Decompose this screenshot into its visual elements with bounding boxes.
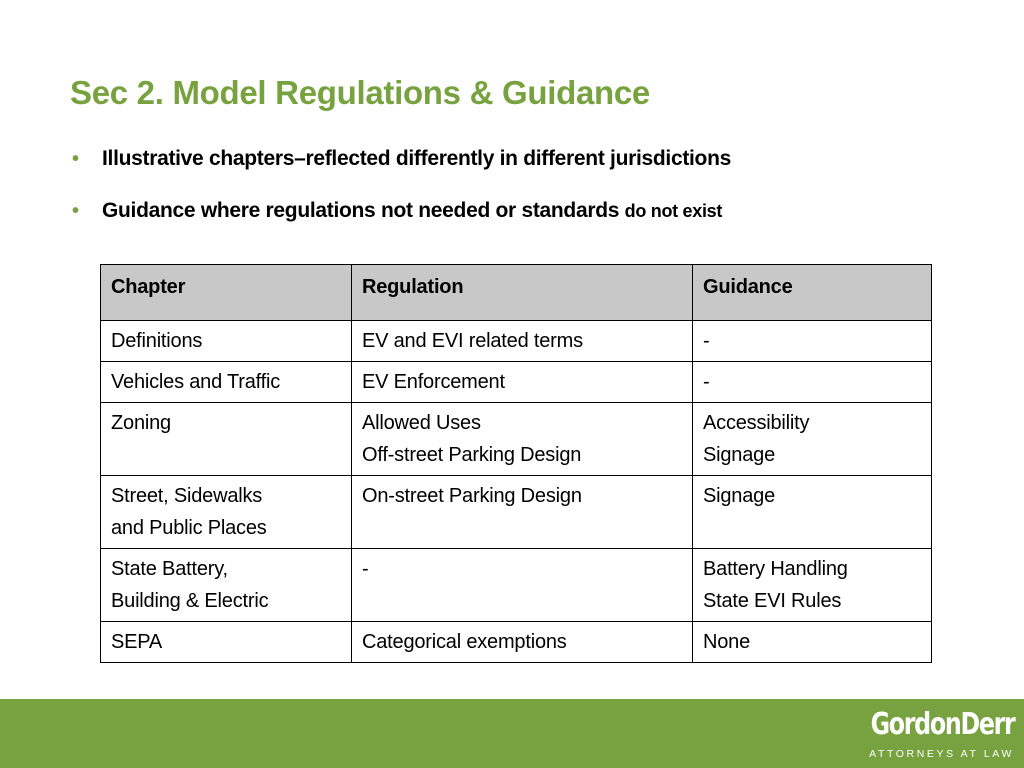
bullet-list	[72, 146, 731, 224]
cell-line: SEPA	[111, 631, 163, 653]
cell-line: Building & Electric	[111, 590, 269, 612]
cell-guidance	[693, 362, 932, 403]
cell-line: State EVI Rules	[703, 590, 842, 612]
table-body	[101, 321, 932, 663]
cell-line: On-street Parking Design	[362, 485, 582, 507]
cell-regulation	[352, 321, 693, 362]
cell-chapter	[101, 622, 352, 663]
cell-chapter	[101, 362, 352, 403]
cell-chapter	[101, 476, 352, 549]
cell-chapter	[101, 403, 352, 476]
table-header-row	[101, 265, 932, 321]
cell-line: None	[703, 631, 751, 653]
chapters-table	[100, 264, 932, 663]
cell-line: and Public Places	[111, 517, 267, 539]
table-row	[101, 476, 932, 549]
cell-line: Signage	[703, 485, 775, 507]
table-row	[101, 362, 932, 403]
cell-line: EV and EVI related terms	[362, 330, 583, 352]
cell-guidance	[693, 622, 932, 663]
bullet-dot-icon: •	[72, 200, 79, 222]
cell-line: Allowed Uses	[362, 412, 481, 434]
cell-line: Signage	[703, 444, 775, 466]
table-row	[101, 549, 932, 622]
cell-chapter	[101, 549, 352, 622]
logo-tagline: ATTORNEYS AT LAW	[869, 748, 1014, 760]
cell-line: EV Enforcement	[362, 371, 505, 393]
cell-regulation	[352, 622, 693, 663]
bullet-text: Guidance where regulations not needed or standards	[102, 199, 625, 222]
table-row	[101, 321, 932, 362]
cell-guidance	[693, 476, 932, 549]
table-row	[101, 622, 932, 663]
cell-line: Battery Handling	[703, 558, 848, 580]
cell-line: Categorical exemptions	[362, 631, 567, 653]
logo-name: GordonDerr	[870, 707, 1014, 742]
bullet-item	[72, 198, 731, 224]
slide-title: Sec 2. Model Regulations & Guidance	[70, 74, 650, 111]
cell-regulation	[352, 403, 693, 476]
header-chapter: Chapter	[101, 265, 352, 321]
cell-chapter	[101, 321, 352, 362]
header-guidance: Guidance	[693, 265, 932, 321]
bullet-dot-icon: •	[72, 148, 79, 170]
cell-regulation	[352, 362, 693, 403]
cell-line: -	[362, 558, 369, 580]
cell-guidance	[693, 321, 932, 362]
table-row	[101, 403, 932, 476]
cell-line: Zoning	[111, 412, 171, 434]
cell-line: Definitions	[111, 330, 203, 352]
bullet-text-small: do not exist	[624, 201, 723, 221]
cell-line: Vehicles and Traffic	[111, 371, 281, 393]
header-regulation: Regulation	[352, 265, 693, 321]
cell-regulation	[352, 549, 693, 622]
footer-bar	[0, 699, 1024, 768]
cell-line: -	[703, 330, 710, 352]
cell-line: Street, Sidewalks	[111, 485, 263, 507]
cell-guidance	[693, 549, 932, 622]
cell-regulation	[352, 476, 693, 549]
cell-line: -	[703, 371, 710, 393]
bullet-text: Illustrative chapters–reflected differently in different jurisdictions	[102, 147, 731, 170]
cell-guidance	[693, 403, 932, 476]
company-logo	[851, 709, 1014, 761]
cell-line: Accessibility	[703, 412, 810, 434]
bullet-item	[72, 146, 731, 172]
cell-line: Off-street Parking Design	[362, 444, 582, 466]
cell-line: State Battery,	[111, 558, 228, 580]
